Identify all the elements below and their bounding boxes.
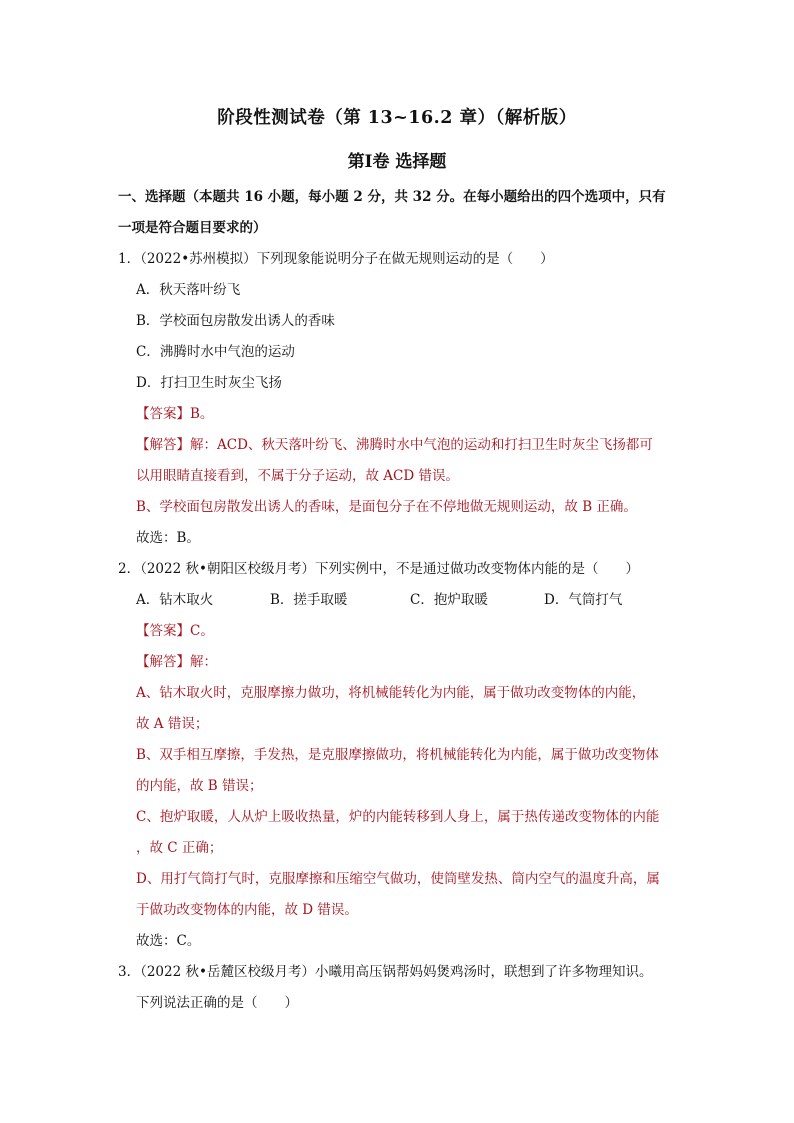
- question-2-analysis-d-line-1: D、用打气筒打气时，克服摩擦和压缩空气做功，使筒壁发热、筒内空气的温度升高，属: [136, 871, 660, 887]
- question-1-analysis-line-3: B、学校面包房散发出诱人的香味，是面包分子在不停地做无规则运动，故 B 正确。: [136, 499, 637, 515]
- question-1-option-a: A．秋天落叶纷飞: [136, 282, 241, 298]
- question-1-option-c: C．沸腾时水中气泡的运动: [136, 344, 295, 360]
- question-2-option-c: C．抱炉取暖: [410, 592, 488, 608]
- question-2-analysis-d-line-2: 于做功改变物体的内能，故 D 错误。: [136, 902, 358, 918]
- question-2-conclusion: 故选：C。: [136, 933, 201, 949]
- question-2-options: [118, 587, 678, 618]
- question-2-analysis-c-line-2: ，故 C 正确；: [136, 840, 223, 856]
- question-2-analysis-b-line-1: B、双手相互摩擦，手发热，是克服摩擦做功，将机械能转化为内能，属于做功改变物体: [136, 747, 659, 763]
- question-1-option-b: B．学校面包房散发出诱人的香味: [136, 313, 335, 329]
- question-2-option-b: B．搓手取暖: [270, 592, 348, 608]
- question-2-analysis-head: 【解答】解：: [136, 654, 217, 670]
- question-2-option-d: D．气筒打气: [544, 592, 623, 608]
- question-2-option-a: A．钻木取火: [136, 592, 214, 608]
- question-1-option-d: D．打扫卫生时灰尘飞扬: [136, 375, 282, 391]
- question-2-analysis-a-line-1: A、钻木取火时，克服摩擦力做功，将机械能转化为内能，属于做功改变物体的内能，: [136, 685, 646, 701]
- question-1-stem: 1．（2022•苏州模拟）下列现象能说明分子在做无规则运动的是（ ）: [118, 251, 554, 267]
- question-2-answer: 【答案】C。: [136, 623, 214, 639]
- question-3-stem-line-2: 下列说法正确的是（ ）: [136, 995, 298, 1011]
- section-intro-line-2: 一项是符合题目要求的）: [118, 220, 267, 236]
- question-1-analysis-line-2: 以用眼睛直接看到，不属于分子运动，故 ACD 错误。: [136, 468, 459, 484]
- question-2-analysis-b-line-2: 的内能，故 B 错误；: [136, 778, 263, 794]
- question-2-stem: 2．（2022 秋•朝阳区校级月考）下列实例中，不是通过做功改变物体内能的是（ ）: [118, 561, 639, 577]
- content-body: [118, 184, 678, 1021]
- page-title: 阶段性测试卷（第 13~16.2 章）（解析版）: [217, 108, 577, 128]
- question-1-answer: 【答案】B。: [136, 406, 214, 422]
- section-subtitle: 第Ⅰ卷 选择题: [347, 152, 447, 172]
- question-2-analysis-c-line-1: C、抱炉取暖，人从炉上吸收热量，炉的内能转移到人身上，属于热传递改变物体的内能: [136, 809, 660, 825]
- question-2-analysis-a-line-2: 故 A 错误；: [136, 716, 209, 732]
- question-3-stem-line-1: 3．（2022 秋•岳麓区校级月考）小曦用高压锅帮妈妈煲鸡汤时，联想到了许多物理知识。: [118, 964, 653, 980]
- question-1-conclusion: 故选：B。: [136, 530, 200, 546]
- section-intro-line-1: 一、选择题（本题共 16 小题，每小题 2 分，共 32 分。在每小题给出的四个选项中，只有: [118, 189, 666, 205]
- question-1-analysis-line-1: 【解答】解：ACD、秋天落叶纷飞、沸腾时水中气泡的运动和打扫卫生时灰尘飞扬都可: [136, 437, 653, 453]
